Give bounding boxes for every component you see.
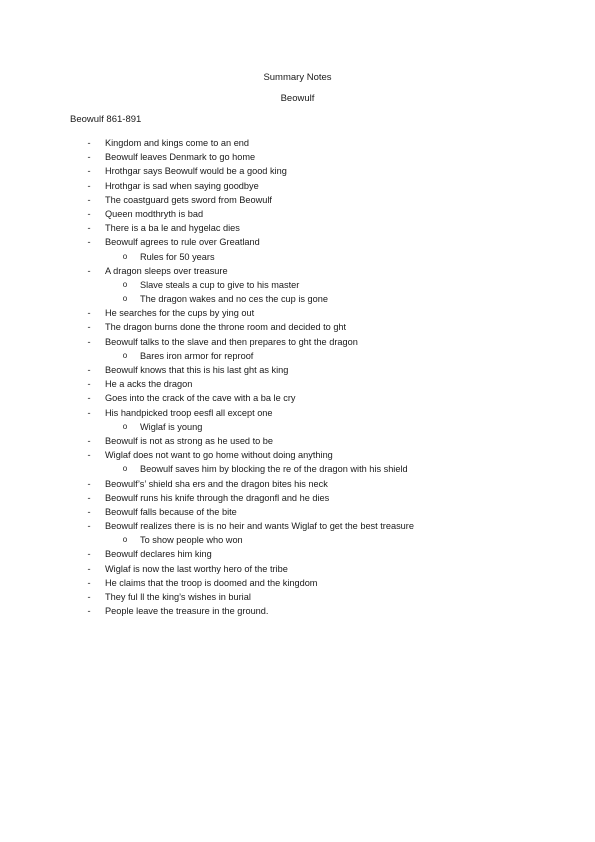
list-item [0, 363, 595, 377]
list-item-text: Beowulf’s’ shield sha ers and the dragon bites his neck [105, 478, 328, 489]
circle-bullet-icon: o [122, 421, 128, 431]
dash-bullet-icon: - [87, 237, 91, 248]
dash-bullet-icon: - [87, 180, 91, 191]
list-item-text: The dragon burns done the throne room and decided to ght [105, 322, 347, 333]
dash-bullet-icon: - [87, 379, 91, 390]
sub-list-item [0, 420, 595, 434]
list-item-text: The coastguard gets sword from Beowulf [105, 194, 272, 205]
dash-bullet-icon: - [87, 521, 91, 532]
list-item-text: Queen modthryth is bad [105, 208, 204, 219]
list-item-text: To show people who won [140, 535, 243, 546]
dash-bullet-icon: - [87, 577, 91, 588]
list-item-text: His handpicked troop eesfl all except one [105, 407, 273, 418]
dash-bullet-icon: - [87, 208, 91, 219]
dash-bullet-icon: - [87, 138, 91, 148]
list-item [0, 179, 595, 193]
dash-bullet-icon: - [87, 393, 91, 404]
list-item [0, 448, 595, 462]
list-item [0, 604, 595, 618]
list-item-text: Beowulf declares him king [105, 549, 212, 560]
dash-bullet-icon: - [87, 223, 91, 234]
list-item [0, 306, 595, 320]
dash-bullet-icon: - [87, 606, 91, 617]
list-item [0, 335, 595, 349]
circle-bullet-icon: o [122, 294, 128, 304]
list-item [0, 590, 595, 604]
sub-list-item [0, 250, 595, 264]
list-item [0, 406, 595, 420]
list-item [0, 150, 595, 164]
list-item-text: Rules for 50 years [140, 251, 215, 262]
list-item-text: Beowulf realizes there is is no heir and wants Wiglaf to get the best treasure [105, 521, 414, 532]
section-heading: Beowulf 861-891 [70, 114, 142, 125]
notes-list [0, 136, 595, 618]
dash-bullet-icon: - [87, 152, 91, 163]
list-item [0, 477, 595, 491]
list-item-text: Hrothgar is sad when saying goodbye [105, 180, 259, 191]
dash-bullet-icon: - [87, 563, 91, 574]
dash-bullet-icon: - [87, 549, 91, 560]
circle-bullet-icon: o [122, 279, 128, 289]
dash-bullet-icon: - [87, 336, 91, 347]
list-item [0, 235, 595, 249]
dash-bullet-icon: - [87, 308, 91, 319]
list-item-text: Hrothgar says Beowulf would be a good king [105, 166, 287, 177]
sub-list-item [0, 533, 595, 547]
list-item-text: There is a ba le and hygelac dies [105, 223, 240, 234]
list-item [0, 519, 595, 533]
list-item [0, 562, 595, 576]
sub-list-item [0, 292, 595, 306]
list-item-text: He searches for the cups by ying out [105, 308, 255, 319]
list-item-text: Beowulf knows that this is his last ght as king [105, 365, 289, 375]
dash-bullet-icon: - [87, 322, 91, 333]
list-item [0, 576, 595, 590]
list-item [0, 221, 595, 235]
list-item-text: People leave the treasure in the ground. [105, 606, 269, 617]
list-item [0, 164, 595, 178]
list-item-text: Wiglaf is now the last worthy hero of the tribe [105, 563, 288, 574]
list-item-text: Bares iron armor for reproof [140, 350, 254, 361]
list-item [0, 264, 595, 278]
list-item-text: Beowulf talks to the slave and then prepares to ght the dragon [105, 336, 358, 347]
sub-list-item [0, 462, 595, 476]
list-item-text: Beowulf is not as strong as he used to be [105, 435, 274, 446]
list-item-text: The dragon wakes and no ces the cup is gone [140, 294, 328, 305]
list-item-text: Beowulf falls because of the bite [105, 506, 237, 517]
list-item-text: Beowulf leaves Denmark to go home [105, 152, 256, 163]
list-item-text: He claims that the troop is doomed and the kingdom [105, 577, 318, 588]
dash-bullet-icon: - [87, 166, 91, 177]
circle-bullet-icon: o [122, 251, 128, 261]
sub-list-item [0, 349, 595, 363]
circle-bullet-icon: o [122, 535, 128, 545]
list-item [0, 320, 595, 334]
list-item-text: Slave steals a cup to give to his master [140, 279, 300, 290]
list-item-text: Kingdom and kings come to an end [105, 138, 250, 148]
dash-bullet-icon: - [87, 592, 91, 602]
circle-bullet-icon: o [122, 464, 128, 474]
list-item [0, 377, 595, 391]
list-item-text: Wiglaf does not want to go home without doing anything [105, 450, 333, 461]
list-item [0, 136, 595, 150]
list-item-text: A dragon sleeps over treasure [105, 265, 228, 276]
list-item-text: Goes into the crack of the cave with a ba le cry [105, 393, 296, 404]
sub-list-item [0, 278, 595, 292]
list-item [0, 547, 595, 561]
list-item-text: They ful ll the king’s wishes in burial [105, 592, 251, 602]
list-item-text: Beowulf saves him by blocking the re of the dragon with his shield [140, 464, 408, 475]
list-item [0, 434, 595, 448]
document-subtitle: Beowulf [280, 93, 315, 104]
list-item-text: Beowulf runs his knife through the dragonfl and he dies [105, 492, 330, 503]
list-item [0, 207, 595, 221]
list-item [0, 391, 595, 405]
dash-bullet-icon: - [87, 365, 91, 375]
dash-bullet-icon: - [87, 407, 91, 418]
list-item-text: Beowulf agrees to rule over Greatland [105, 237, 260, 248]
document-title: Summary Notes [263, 72, 332, 83]
circle-bullet-icon: o [122, 350, 128, 360]
dash-bullet-icon: - [87, 478, 91, 489]
dash-bullet-icon: - [87, 194, 91, 205]
dash-bullet-icon: - [87, 506, 91, 517]
dash-bullet-icon: - [87, 435, 91, 446]
list-item [0, 491, 595, 505]
dash-bullet-icon: - [87, 492, 91, 503]
list-item [0, 193, 595, 207]
list-item [0, 505, 595, 519]
list-item-text: He a acks the dragon [105, 379, 193, 390]
list-item-text: Wiglaf is young [140, 421, 203, 432]
dash-bullet-icon: - [87, 265, 91, 276]
dash-bullet-icon: - [87, 450, 91, 461]
